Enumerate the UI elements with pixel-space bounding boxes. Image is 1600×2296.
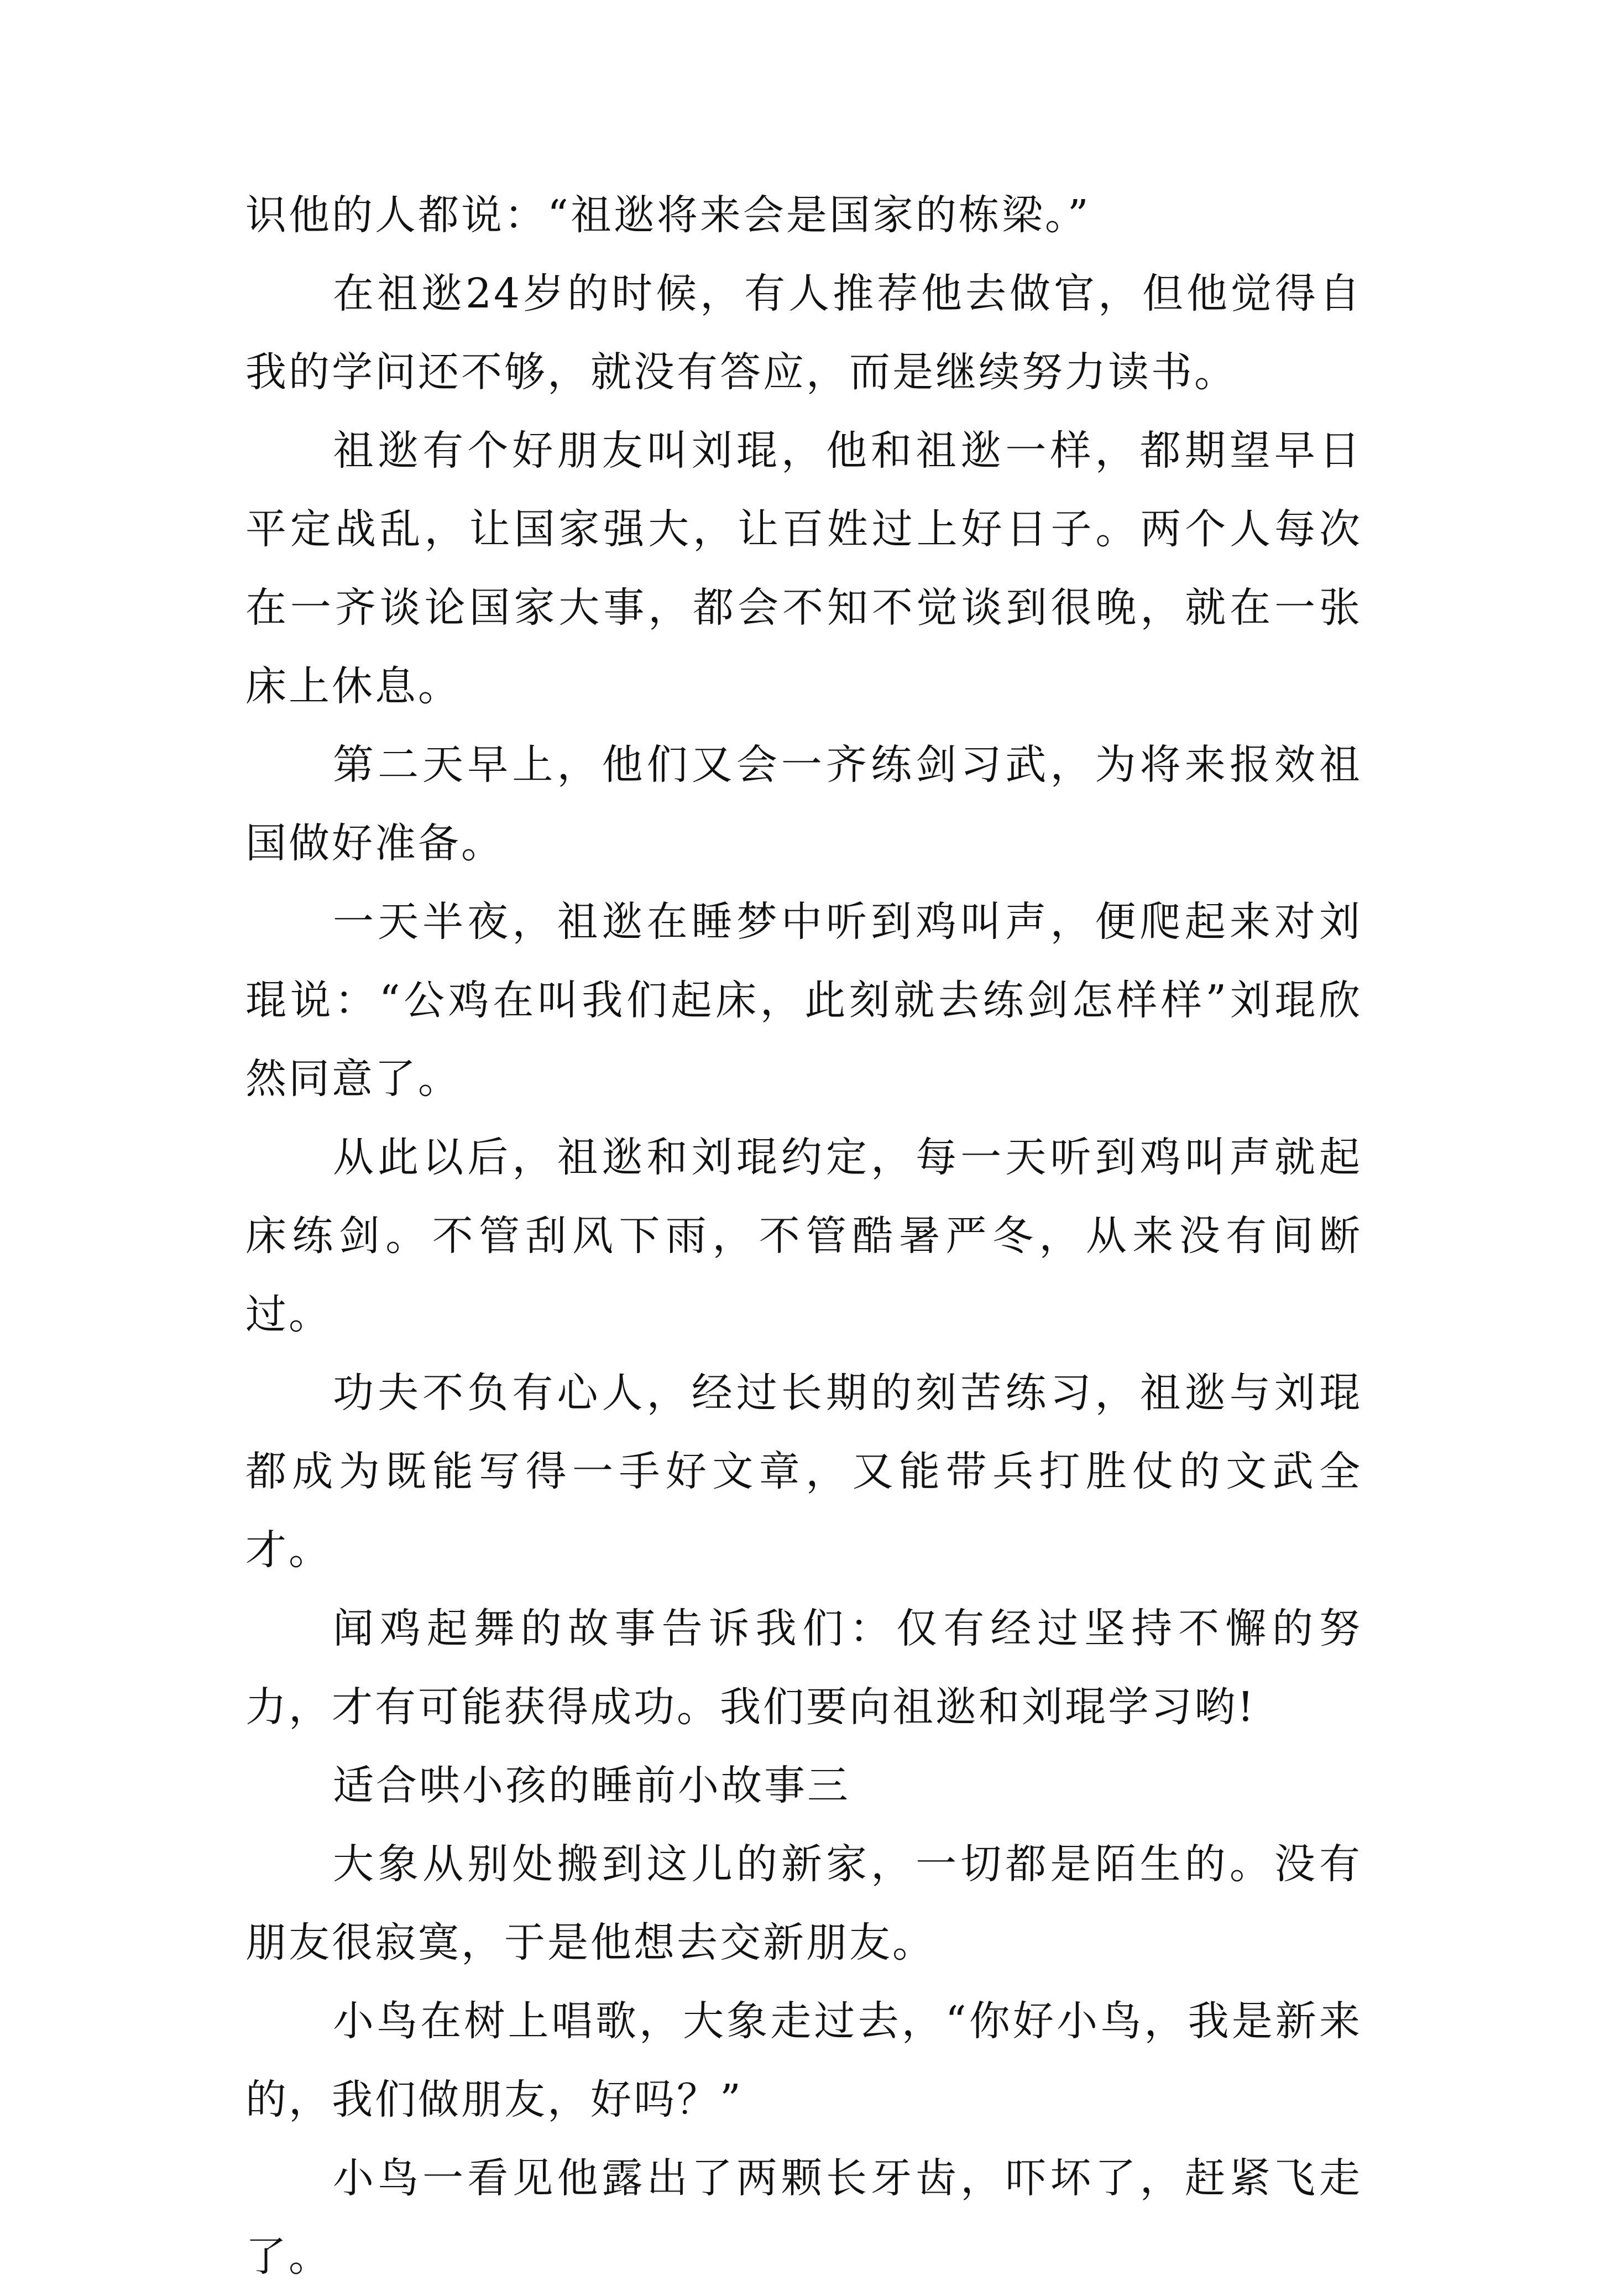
paragraph: 识他的人都说：“祖逖将来会是国家的栋梁。” [245, 191, 1091, 239]
paragraph: 功夫不负有心人，经过长期的刻苦练习，祖逖与刘琨都成为既能写得一手好文章，又能带兵打胜仗的文武全才。 [245, 1369, 1362, 1574]
paragraph: 小鸟在树上唱歌，大象走过去，“你好小鸟，我是新来的，我们做朋友，好吗？” [245, 1997, 1362, 2123]
paragraph: 第二天早上，他们又会一齐练剑习武，为将来报效祖国做好准备。 [245, 741, 1362, 867]
section-heading: 适合哄小孩的睡前小故事三 [333, 1762, 850, 1809]
paragraph: 小鸟一看见他露出了两颗长牙齿，吓坏了，赶紧飞走了。 [245, 2154, 1362, 2281]
paragraph: 祖逖有个好朋友叫刘琨，他和祖逖一样，都期望早日平定战乱，让国家强大，让百姓过上好日子。两个人每次在一齐谈论国家大事，都会不知不觉谈到很晚，就在一张床上休息。 [245, 427, 1362, 710]
paragraph: 大象从别处搬到这儿的新家，一切都是陌生的。没有朋友很寂寞，于是他想去交新朋友。 [245, 1840, 1362, 1966]
paragraph: 从此以后，祖逖和刘琨约定，每一天听到鸡叫声就起床练剑。不管刮风下雨，不管酷暑严冬，从来没有间断过。 [245, 1134, 1362, 1338]
document-body [245, 176, 1362, 2296]
paragraph: 闻鸡起舞的故事告诉我们：仅有经过坚持不懈的努力，才有可能获得成功。我们要向祖逖和刘琨学习哟! [245, 1605, 1362, 1731]
paragraph: 在祖逖24岁的时候，有人推荐他去做官，但他觉得自我的学问还不够，就没有答应，而是继续努力读书。 [245, 270, 1362, 396]
paragraph: 一天半夜，祖逖在睡梦中听到鸡叫声，便爬起来对刘琨说：“公鸡在叫我们起床，此刻就去练剑怎样样”刘琨欣然同意了。 [245, 898, 1362, 1103]
